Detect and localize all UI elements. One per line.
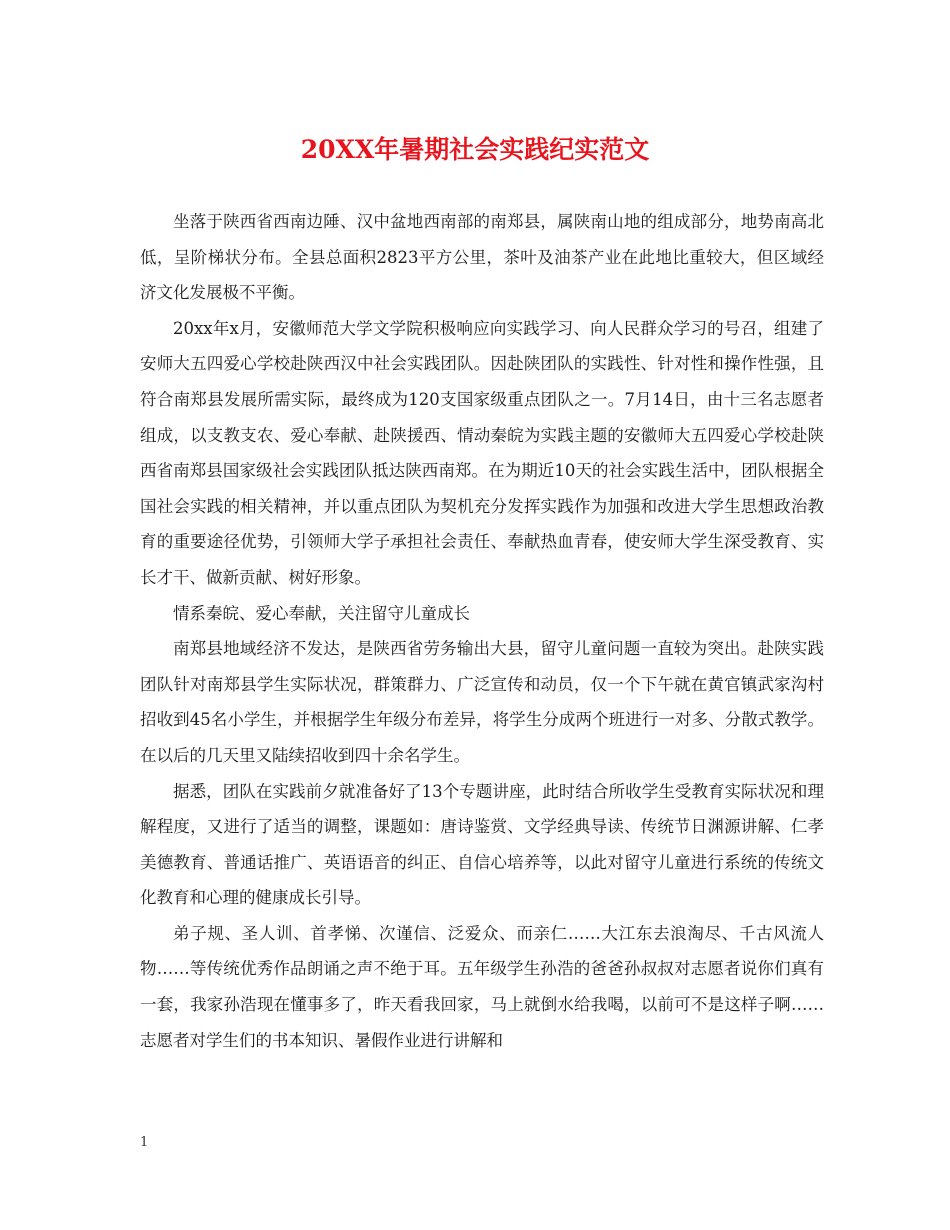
document-body — [140, 204, 824, 1058]
paragraph-intro: 坐落于陕西省西南边陲、汉中盆地西南部的南郑县，属陕南山地的组成部分，地势南高北低，呈阶梯状分布。全县总面积2823平方公里，茶叶及油茶产业在此地比重较大，但区域经济文化发展极不平衡。 — [140, 212, 824, 303]
paragraph-lectures: 据悉，团队在实践前夕就准备好了13个专题讲座，此时结合所收学生受教育实际状况和理解程度，又进行了适当的调整，课题如：唐诗鉴赏、文学经典导读、传统节日渊源讲解、仁孝美德教育、普通话推广、英语语音的纠正、自信心培养等，以此对留守儿童进行系统的传统文化教育和心理的健康成长引导。 — [140, 781, 824, 908]
paragraph-children: 南郑县地域经济不发达，是陕西省劳务输出大县，留守儿童问题一直较为突出。赴陕实践团队针对南郑县学生实际状况，群策群力、广泛宣传和动员，仅一个下午就在黄官镇武家沟村招收到45名小学生，并根据学生年级分布差异，将学生分成两个班进行一对多、分散式教学。在以后的几天里又陆续招收到四十余名学生。 — [140, 639, 824, 765]
document-title: 20XX年暑期社会实践纪实范文 — [300, 135, 650, 164]
paragraph-recitation: 弟子规、圣人训、首孝悌、次谨信、泛爱众、而亲仁……大江东去浪淘尽、千古风流人物……等传统优秀作品朗诵之声不绝于耳。五年级学生孙浩的爸爸孙叔叔对志愿者说你们真有一套，我家孙浩现在懂事多了，昨天看我回家，马上就倒水给我喝，以前可不是这样子啊……志愿者对学生们的书本知识、暑假作业进行讲解和 — [140, 923, 824, 1050]
page-number: 1 — [140, 1135, 149, 1150]
section-heading: 情系秦皖、爱心奉献，关注留守儿童成长 — [173, 603, 470, 623]
paragraph-team: 20xx年x月，安徽师范大学文学院积极响应向实践学习、向人民群众学习的号召，组建了安师大五四爱心学校赴陕西汉中社会实践团队。因赴陕团队的实践性、针对性和操作性强，且符合南郑县发展所需实际，最终成为120支国家级重点团队之一。7月14日，由十三名志愿者组成，以支教支农、爱心奉献、赴陕援西、情动秦皖为实践主题的安徽师大五四爱心学校赴陕西省南郑县国家级社会实践团队抵达陕西南郑。在为期近10天的社会实践生活中，团队根据全国社会实践的相关精神，并以重点团队为契机充分发挥实践作为加强和改进大学生思想政治教育的重要途径优势，引领师大学子承担社会责任、奉献热血青春，使安师大学生深受教育、实长才干、做新贡献、树好形象。 — [140, 318, 824, 587]
